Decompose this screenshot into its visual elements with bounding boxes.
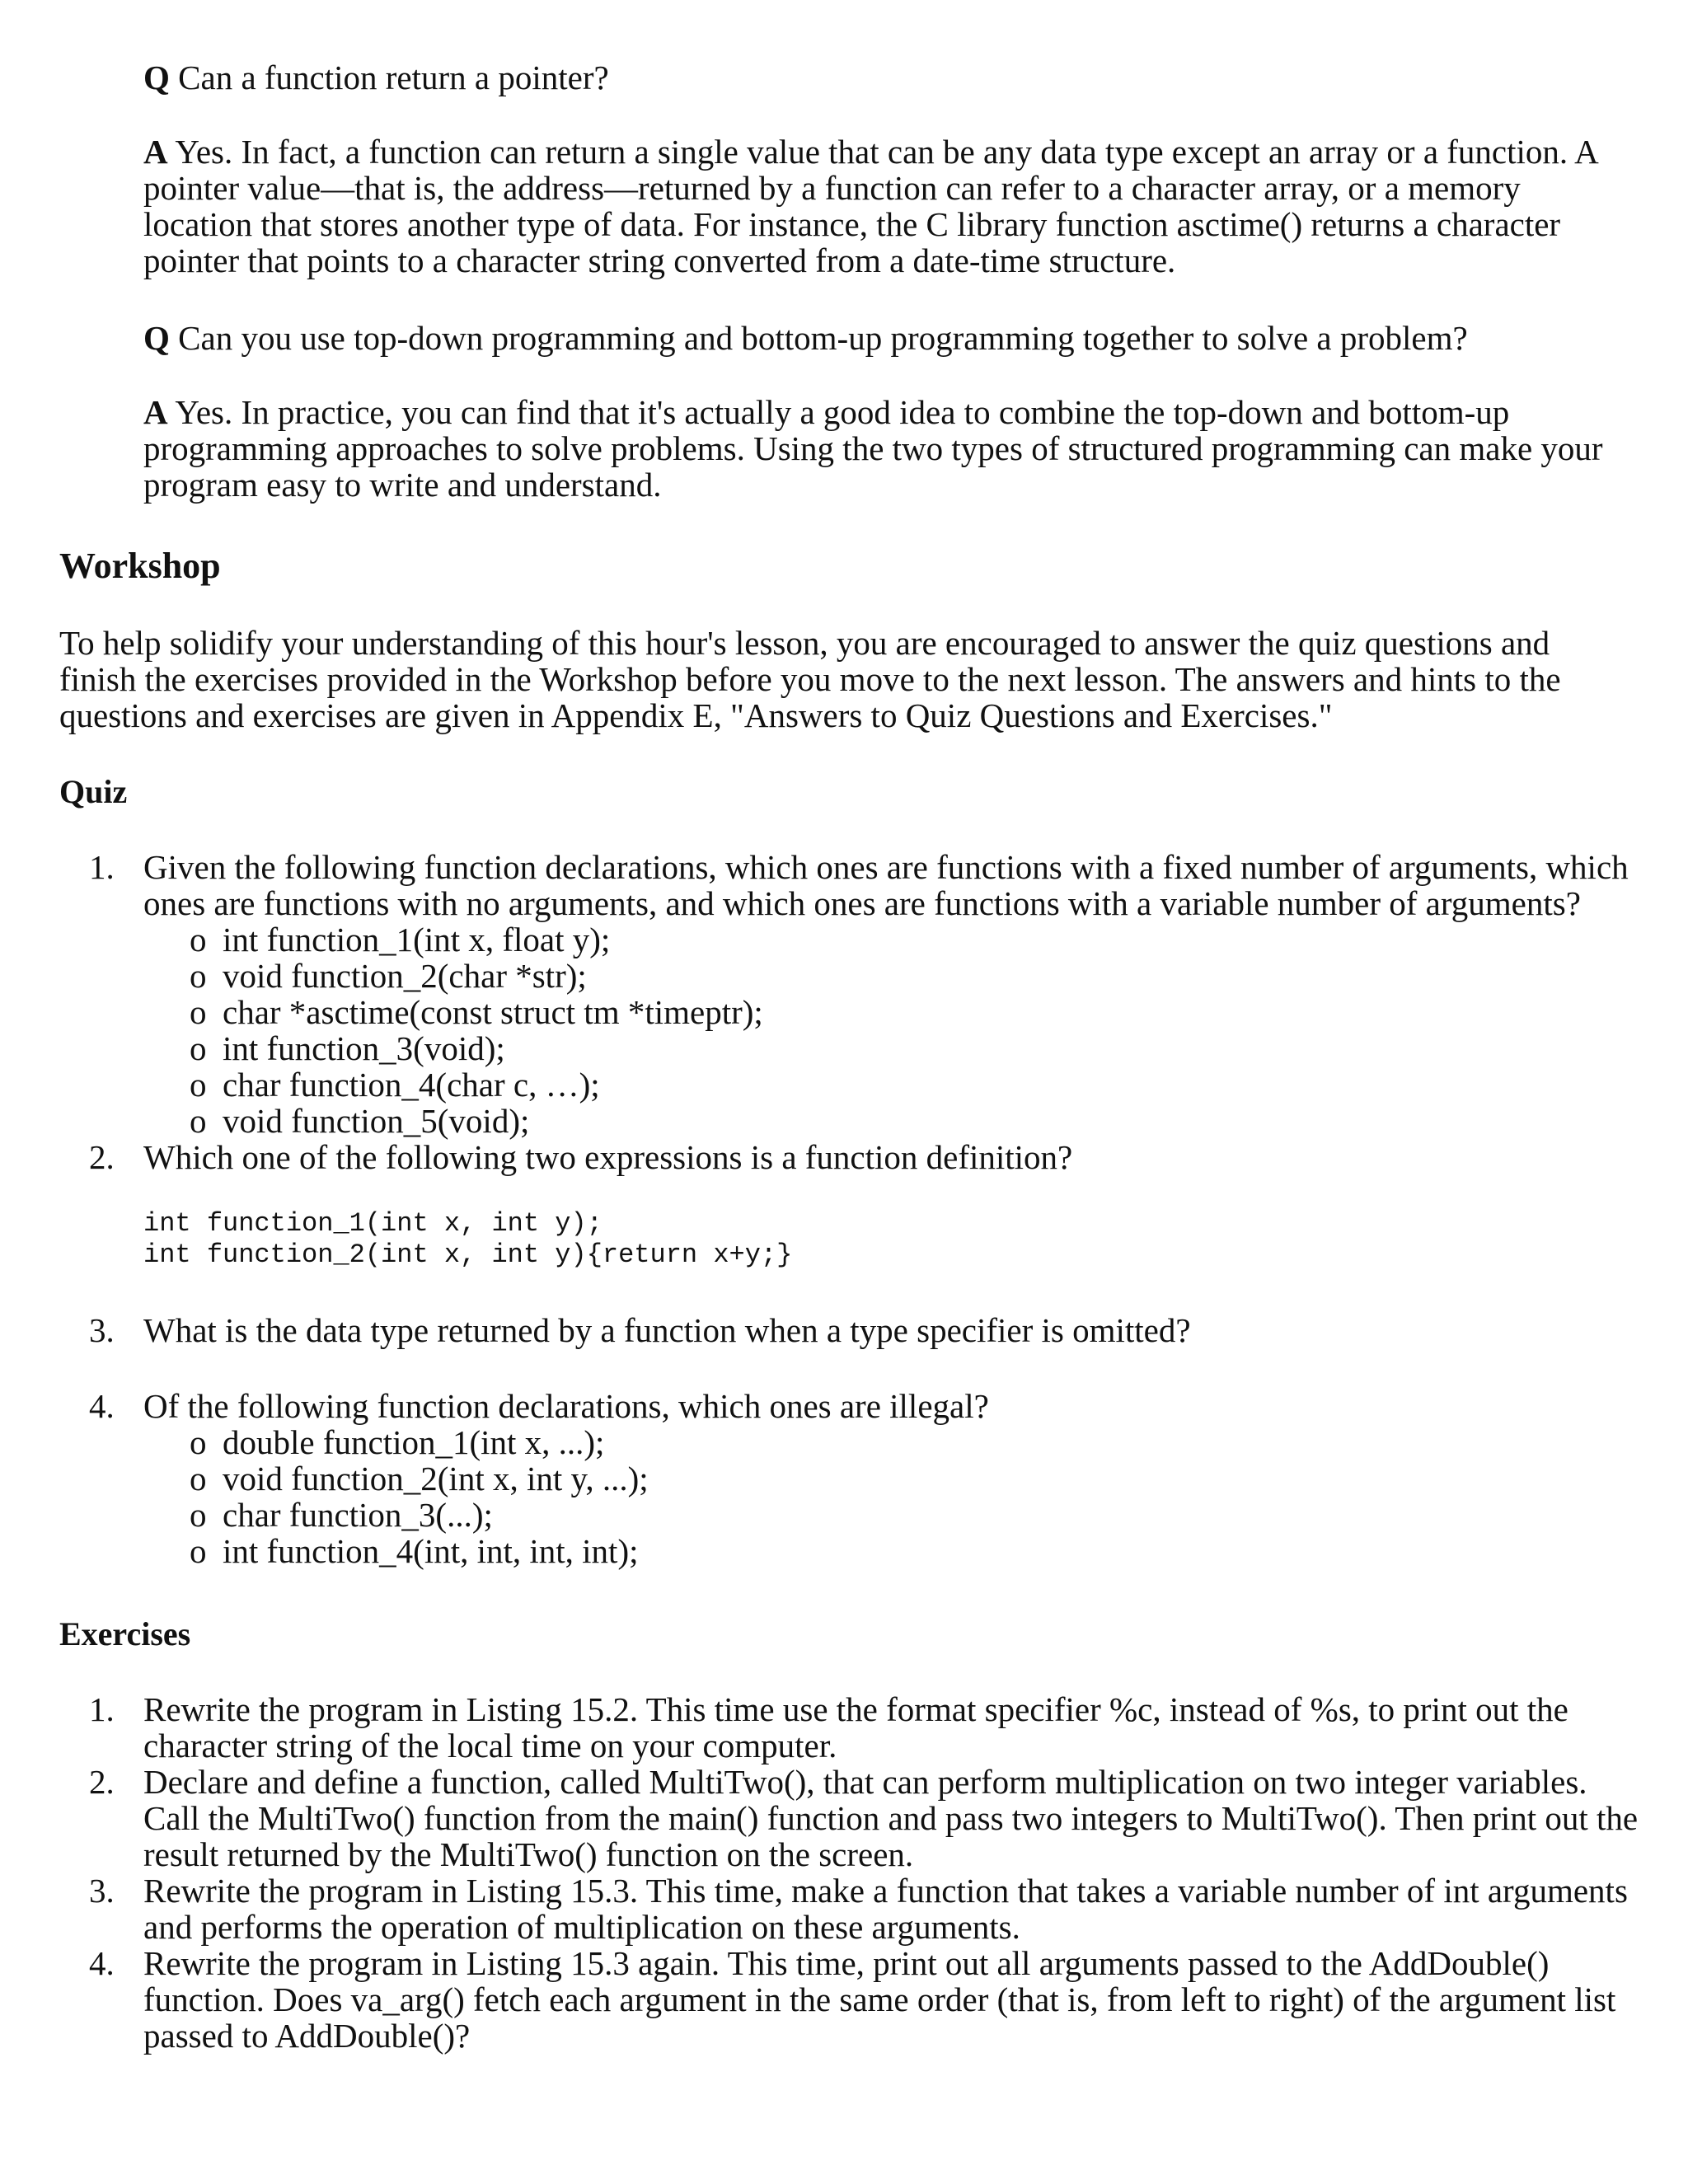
quiz-question-text: Which one of the following two expressions is a function definition?	[143, 1138, 1073, 1176]
answer-1	[143, 134, 1635, 279]
item-number: 1.	[89, 1690, 115, 1728]
exercise-item-2	[59, 1764, 1642, 1872]
exercise-text: Rewrite the program in Listing 15.3 again. This time, print out all arguments passed to the AddDouble() function. Does va_arg() fetch each argument in the same order (that is, from left to right) of the argument list passed to AddDouble()?	[143, 1944, 1616, 2055]
list-item: o char function_4(char c, …);	[190, 1066, 600, 1104]
bullet-icon: o	[190, 1029, 207, 1067]
exercise-text: Rewrite the program in Listing 15.3. This time, make a function that takes a variable number of int arguments and performs the operation of multiplication on these arguments.	[143, 1872, 1628, 1946]
q-marker: Q	[143, 319, 170, 357]
bullet-icon: o	[190, 1423, 207, 1461]
a-marker: A	[143, 133, 168, 171]
list-item: o void function_5(void);	[190, 1102, 530, 1140]
list-item: o char *asctime(const struct tm *timeptr);	[190, 993, 763, 1031]
declaration-list	[143, 1424, 1642, 1569]
list-item: o int function_3(void);	[190, 1029, 505, 1067]
declaration-list	[143, 921, 1642, 1139]
bullet-icon: o	[190, 1532, 207, 1570]
question-text: Can you use top-down programming and bottom-up programming together to solve a problem?	[178, 319, 1468, 357]
exercise-item-4	[59, 1945, 1642, 2054]
bullet-icon: o	[190, 993, 207, 1031]
list-item: o int function_1(int x, float y);	[190, 921, 611, 958]
quiz-item-1	[59, 849, 1642, 1139]
workshop-intro: To help solidify your understanding of this hour's lesson, you are encouraged to answer the quiz questions and finish the exercises provided in the Workshop before you move to the next lesson. The answers and hints to the questions and exercises are given in Appendix E, "Answers to Quiz Questions and Exercises."	[59, 624, 1561, 734]
code-line: int function_2(int x, int y){return x+y;}	[143, 1240, 793, 1270]
list-item: o char function_3(...);	[190, 1496, 493, 1534]
question-1	[143, 59, 1635, 96]
quiz-question-text: Given the following function declarations, which ones are functions with a fixed number of arguments, which ones are functions with no arguments, and which ones are functions with a variable number of arguments?	[143, 848, 1629, 922]
exercise-text: Rewrite the program in Listing 15.2. This time use the format specifier %c, instead of %s, to print out the character string of the local time on your computer.	[143, 1690, 1568, 1765]
quiz-heading: Quiz	[59, 773, 128, 810]
bullet-icon: o	[190, 921, 207, 958]
exercise-text: Declare and define a function, called MultiTwo(), that can perform multiplication on two integer variables. Call the MultiTwo() function from the main() function and pass two integers to MultiTwo(). Then print out the result returned by the MultiTwo() function on the screen.	[143, 1763, 1639, 1873]
question-2	[143, 320, 1635, 356]
list-item: o int function_4(int, int, int, int);	[190, 1532, 639, 1570]
quiz-question-text: Of the following function declarations, which ones are illegal?	[143, 1387, 989, 1425]
quiz-question-text: What is the data type returned by a function when a type specifier is omitted?	[143, 1311, 1191, 1349]
exercise-item-1	[59, 1691, 1642, 1764]
quiz-list	[59, 849, 1642, 1569]
answer-text: Yes. In fact, a function can return a single value that can be any data type except an array or a function. A pointer value—that is, the address—returned by a function can refer to a character array, or a memory location that stores another type of data. For instance, the C library function asctime() returns a character pointer that points to a character string converted from a date-time structure.	[143, 133, 1597, 279]
item-number: 1.	[89, 848, 115, 886]
item-number: 2.	[89, 1763, 115, 1801]
quiz-item-3	[59, 1312, 1642, 1388]
quiz-item-2	[59, 1139, 1642, 1312]
exercises-heading: Exercises	[59, 1615, 191, 1652]
q-marker: Q	[143, 59, 170, 96]
list-item: o double function_1(int x, ...);	[190, 1423, 605, 1461]
question-text: Can a function return a pointer?	[178, 59, 609, 96]
code-line: int function_1(int x, int y);	[143, 1208, 603, 1239]
item-number: 4.	[89, 1944, 115, 1982]
bullet-icon: o	[190, 957, 207, 995]
bullet-icon: o	[190, 1102, 207, 1140]
answer-2	[143, 394, 1635, 503]
item-number: 4.	[89, 1387, 115, 1425]
exercise-item-3	[59, 1872, 1642, 1945]
item-number: 2.	[89, 1138, 115, 1176]
a-marker: A	[143, 393, 168, 431]
list-item: o void function_2(char *str);	[190, 957, 587, 995]
item-number: 3.	[89, 1872, 115, 1910]
answer-text: Yes. In practice, you can find that it's actually a good idea to combine the top-down and bottom-up programming approaches to solve problems. Using the two types of structured programming can make your program easy to write and understand.	[143, 393, 1603, 504]
bullet-icon: o	[190, 1066, 207, 1104]
bullet-icon: o	[190, 1460, 207, 1497]
workshop-heading: Workshop	[59, 546, 221, 586]
quiz-item-4	[59, 1388, 1642, 1569]
item-number: 3.	[89, 1311, 115, 1349]
list-item: o void function_2(int x, int y, ...);	[190, 1460, 649, 1497]
exercises-list	[59, 1691, 1642, 2054]
bullet-icon: o	[190, 1496, 207, 1534]
